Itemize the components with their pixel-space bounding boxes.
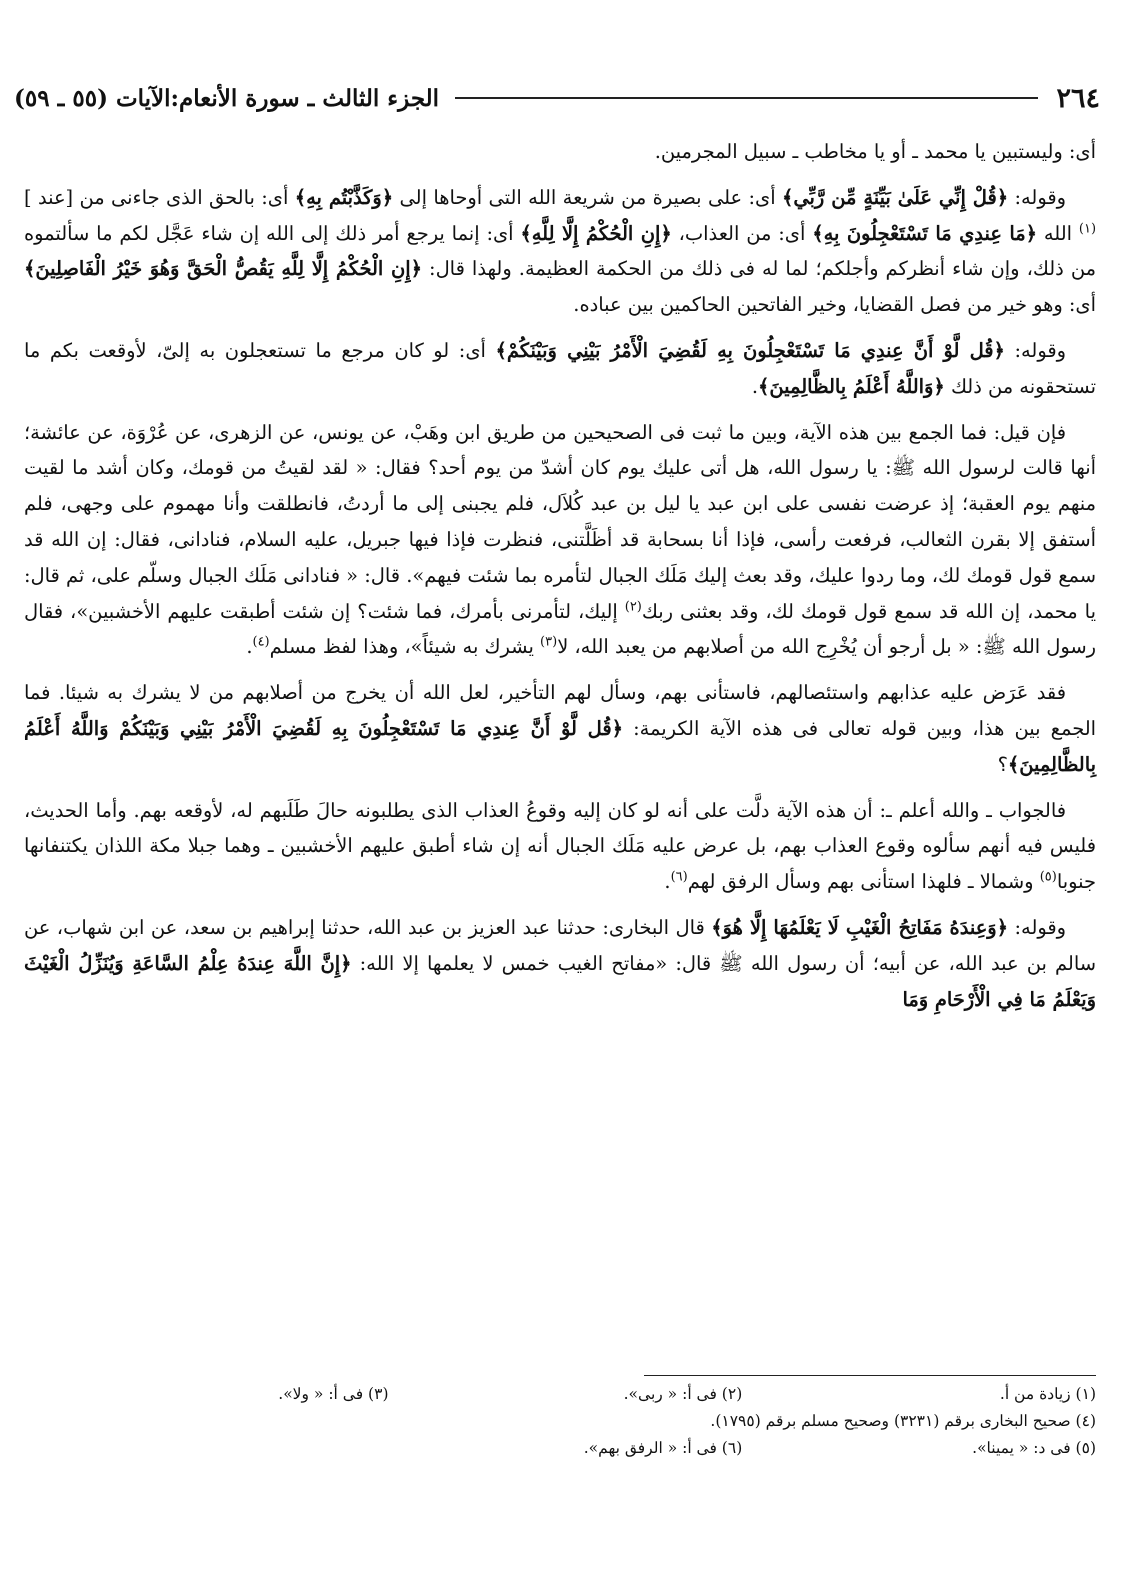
footnote-marker: (١) — [1078, 221, 1097, 237]
quran-verse: ﴿قُل لَّوْ أَنَّ عِندِي مَا تَسْتَعْجِلُونَ بِهِ لَقُضِيَ الْأَمْرُ بَيْنِي وَبَيْنَكُمْ﴾ — [495, 338, 1005, 362]
paragraph-text: وقوله: — [1008, 185, 1066, 209]
paragraph — [24, 333, 1096, 405]
footnote-marker: (٦) — [670, 869, 688, 885]
quran-verse: ﴿وَكَذَّبْتُم بِهِ﴾ — [294, 185, 394, 209]
paragraph-text: يشرك به شيئاً»، وهذا لفظ مسلم — [269, 635, 541, 659]
footnote: (٣) فى أ: « ولا». — [278, 1385, 389, 1403]
paragraph-text: إليك، لتأمرنى بأمرك، فما شئت؟ إن شئت أطبقت عليهم الأخشبين»، فقال رسول الله ﷺ: « بل أرجو أن يُخْرِج الله من أصلابهم من يعبد الله، لا — [24, 599, 1096, 659]
paragraph-text: . — [246, 635, 253, 659]
running-title: الجزء الثالث ـ سورة الأنعام:الآيات (٥٥ ـ ٥٩) — [14, 84, 440, 112]
main-text — [24, 134, 1096, 1027]
quran-verse: ﴿إِنَّ اللَّهَ عِندَهُ عِلْمُ السَّاعَةِ وَيُنَزِّلُ الْغَيْثَ وَيَعْلَمُ مَا فِي الْأَرْحَامِ وَمَا — [24, 951, 1096, 1011]
paragraph-text: وشمالا ـ فلهذا استأنى بهم وسأل الرفق لهم — [687, 870, 1040, 894]
paragraph-text: أى: وهو خير من فصل القضايا، وخير الفاتحين الحاكمين بين عباده. — [573, 293, 1096, 317]
footnote: (٢) فى أ: « ربى». — [623, 1385, 743, 1403]
footnote-rule — [644, 1375, 1096, 1376]
footnote: (٤) صحيح البخارى برقم (٣٢٣١) وصحيح مسلم برقم (١٧٩٥). — [710, 1412, 1096, 1430]
quran-verse: ﴿وَاللَّهُ أَعْلَمُ بِالظَّالِمِينَ﴾ — [758, 374, 945, 398]
paragraph-text: قال البخارى: حدثنا عبد العزيز بن عبد الله، حدثنا إبراهيم بن سعد، عن ابن شهاب، عن سالم بن عبد الله، عن أبيه؛ أن رسول الله ﷺ قال: «مفاتح الغيب خمس لا يعلمها إلا الله: — [24, 915, 1096, 975]
footnote: (٥) فى د: « يمينا». — [972, 1439, 1096, 1457]
footnote-row — [24, 1408, 1096, 1435]
paragraph-text: . — [751, 374, 759, 398]
paragraph-text: الله — [1037, 221, 1079, 245]
footnote-marker: (٤) — [252, 634, 270, 650]
paragraph-text: أى: من العذاب، — [671, 221, 813, 245]
paragraph — [24, 180, 1096, 323]
footnote-marker: (٥) — [1039, 869, 1057, 885]
paragraph — [24, 415, 1096, 666]
paragraph-text: . — [664, 870, 671, 894]
paragraph-text: أى: وليستبين يا محمد ـ أو يا مخاطب ـ سبيل المجرمين. — [654, 140, 1096, 163]
footnote-row — [24, 1435, 1096, 1462]
footnotes — [24, 1381, 1096, 1462]
paragraph-text: فالجواب ـ والله أعلم ـ: أن هذه الآية دلَّت على أنه لو كان إليه وقوعُ العذاب الذى يطلبونه حالَ طَلَبهم له، لأوقعه بهم. وأما الحديث، فليس فيه أنهم سألوه وقوع العذاب بهم، بل عرض عليه مَلَك الجبال أنه إن شاء أطبق عليهم الأخشبين ـ وهما جبلا مكة اللذان يكتنفانها جنوبا — [24, 798, 1096, 894]
footnote-marker: (٢) — [624, 599, 642, 615]
page-header — [14, 78, 1100, 118]
footnote-marker: (٣) — [540, 634, 558, 650]
quran-verse: ﴿مَا عِندِي مَا تَسْتَعْجِلُونَ بِهِ﴾ — [812, 221, 1038, 245]
paragraph-text: أى: بالحق الذى جاءنى من [عند ] — [24, 185, 295, 209]
paragraph-text: وقوله: — [1004, 338, 1066, 362]
paragraph-text: أى: على بصيرة من شريعة الله التى أوحاها إلى — [393, 185, 782, 209]
quran-verse: ﴿قُلْ إِنِّي عَلَىٰ بَيِّنَةٍ مِّن رَّبِّي﴾ — [781, 185, 1009, 209]
paragraph-text: ؟ — [997, 752, 1008, 776]
paragraph — [24, 910, 1096, 1017]
paragraph-text: فإن قيل: فما الجمع بين هذه الآية، وبين ما ثبت فى الصحيحين من طريق ابن وهَبْ، عن يونس، عن الزهرى، عن عُرْوَة، عن عائشة؛ أنها قالت لرسول الله ﷺ: يا رسول الله، هل أتى عليك يوم كان أشدّ من يوم أحد؟ فقال: « لقد لقيتُ من قومك، وكان أشد ما لقيت منهم يوم العقبة؛ إذ عرضت نفسى على ابن عبد يا ليل بن عبد كُلاَل، فلم يجبنى إلى ما أردتُ، فانطلقت وأنا مهموم على وجهى، فلم أستفق إلا بقرن الثعالب، فرفعت رأسى، فإذا أنا بسحابة قد أظَلَّتنى، فنظرت فإذا فيها جبريل، عليه السلام، فنادانى، فقال: إن الله قد سمع قول قومك لك، وما ردوا عليك، وقد بعث إليك مَلَك الجبال لتأمره بما شئت فيهم». قال: « فنادانى مَلَك الجبال وسلّم على، ثم قال: يا محمد، إن الله قد سمع قول قومك لك، وقد بعثنى ربك — [24, 420, 1096, 623]
page-number: ٢٦٤ — [1056, 82, 1100, 114]
paragraph — [24, 675, 1096, 782]
paragraph-text: أى: إنما يرجع أمر ذلك إلى الله إن شاء عَجَّل لكم ما سألتموه من ذلك، وإن شاء أنظركم وأجلكم؛ لما له فى ذلك من الحكمة العظيمة. ولهذا قال: — [24, 221, 1096, 281]
paragraph-text: فقد عَرَض عليه عذابهم واستئصالهم، فاستأنى بهم، وسأل لهم التأخير، لعل الله أن يخرج من أصلابهم من لا يشرك به شيئا. فما الجمع بين هذا، وبين قوله تعالى فى هذه الآية الكريمة: — [24, 681, 1097, 740]
paragraph-text: وقوله: — [1008, 915, 1066, 939]
quran-verse: ﴿إِنِ الْحُكْمُ إِلَّا لِلَّهِ يَقُصُّ الْحَقَّ وَهُوَ خَيْرُ الْفَاصِلِينَ﴾ — [24, 257, 422, 281]
header-rule — [455, 97, 1038, 99]
footnote-row — [24, 1381, 1096, 1408]
footnote: (٦) فى أ: « الرفق بهم». — [583, 1439, 743, 1457]
quran-verse: ﴿إِنِ الْحُكْمُ إِلَّا لِلَّهِ﴾ — [520, 221, 672, 245]
paragraph — [24, 793, 1096, 900]
footnote: (١) زيادة من أ. — [999, 1385, 1096, 1403]
quran-verse: ﴿قُل لَّوْ أَنَّ عِندِي مَا تَسْتَعْجِلُونَ بِهِ لَقُضِيَ الْأَمْرُ بَيْنِي وَبَيْنَكُمْ وَاللَّهُ أَعْلَمُ بِالظَّالِمِينَ﴾ — [24, 716, 1096, 776]
paragraph — [24, 134, 1096, 170]
paragraph-text: أى: لو كان مرجع ما تستعجلون به إلىّ، لأوقعت بكم ما تستحقونه من ذلك — [24, 338, 1096, 398]
quran-verse: ﴿وَعِندَهُ مَفَاتِحُ الْغَيْبِ لَا يَعْلَمُهَا إِلَّا هُوَ﴾ — [711, 915, 1009, 939]
